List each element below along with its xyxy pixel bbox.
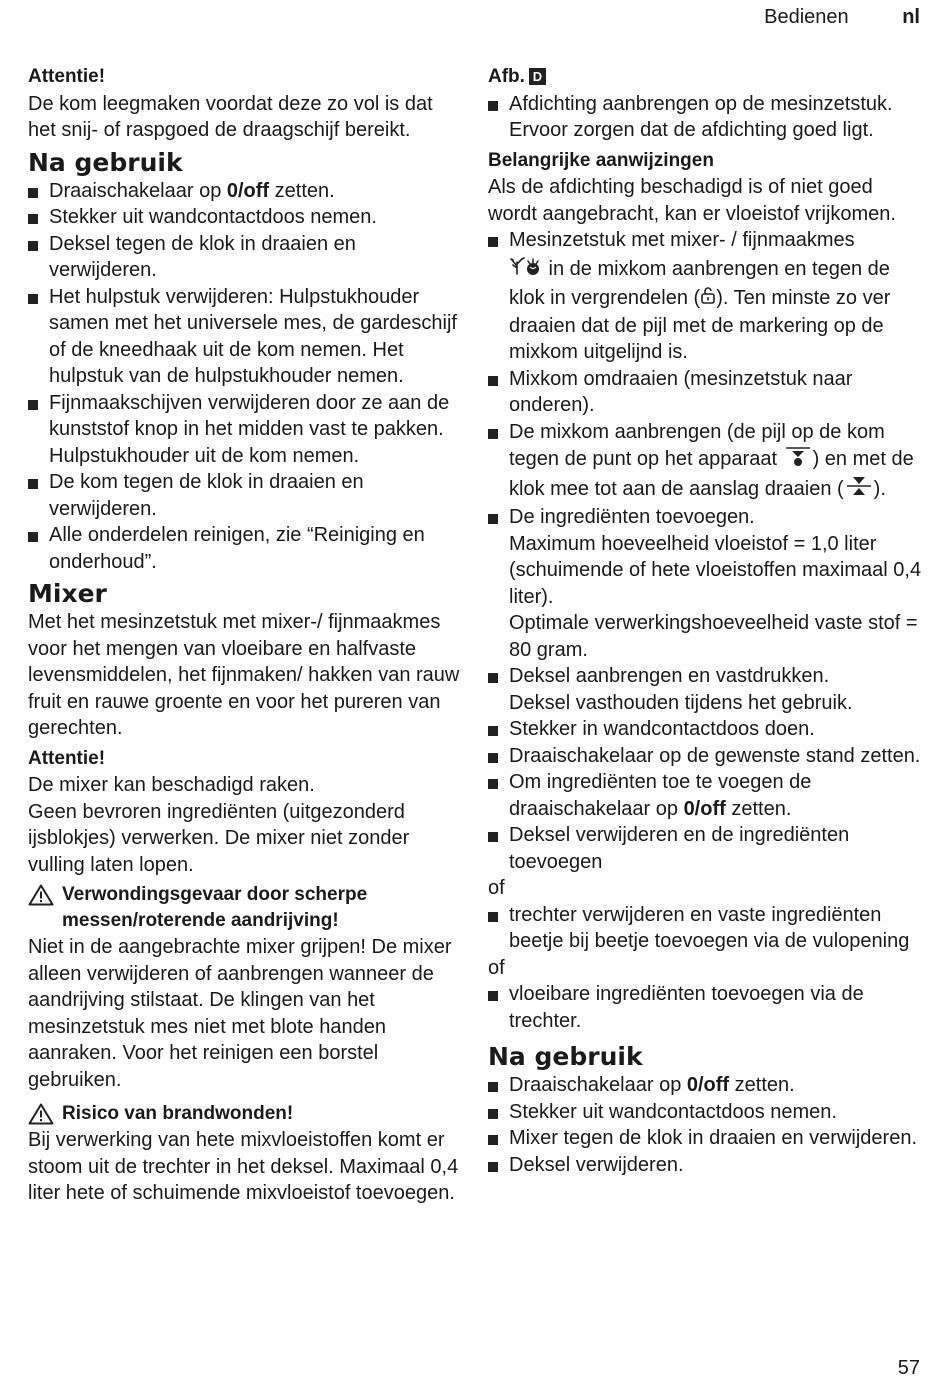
list-item: Om ingrediënten toe te voegen de draaischakelaar op 0/off zetten.	[488, 769, 926, 822]
figure-list	[488, 91, 926, 144]
mixer-intro: Met het mesinzetstuk met mixer-/ fijnmaakmes voor het mengen van vloeibare en halfvaste levensmiddelen, het fijnmaken/ hakken van rauw fruit en rauwe groente en voor het pureren van gerechten.	[28, 611, 460, 739]
attention-text: Geen bevroren ingrediënten (uitgezonderd ijsblokjes) verwerken. De mixer niet zonder vulling laten lopen.	[28, 800, 410, 876]
warning-title: Verwondingsgevaar door scherpe messen/roterende aandrijving!	[62, 884, 368, 931]
list-item: Fijnmaakschijven verwijderen door ze aan de kunststof knop in het midden vast te pakken. Hulpstukhouder uit de kom nemen.	[28, 390, 460, 470]
attention-heading: Attentie!	[28, 66, 106, 87]
list-item: Deksel verwijderen.	[488, 1152, 926, 1179]
mixer-heading: Mixer	[28, 579, 107, 608]
page-number: 57	[897, 1357, 920, 1379]
list-item: Stekker uit wandcontactdoos nemen.	[28, 204, 460, 231]
list-item: Het hulpstuk verwijderen: Hulpstukhouder samen met het universele mes, de gardeschijf of de kneedhaak uit de kom nemen. Het hulpstuk van de hulpstukhouder nemen.	[28, 284, 460, 390]
figure-label: Afb. D	[488, 64, 926, 91]
notes-text: Als de afdichting beschadigd is of niet goed wordt aangebracht, kan er vloeistof vrijkomen.	[488, 176, 896, 225]
warning-triangle-icon	[28, 882, 62, 934]
list-item: Stekker uit wandcontactdoos nemen.	[488, 1099, 926, 1126]
list-item: Mixer tegen de klok in draaien en verwijderen.	[488, 1125, 926, 1152]
warning-triangle-icon	[28, 1101, 62, 1127]
list-item: vloeibare ingrediënten toevoegen via de trechter.	[488, 981, 926, 1034]
after-use-list	[28, 178, 460, 576]
or-text: of	[488, 877, 505, 899]
after-use-heading: Na gebruik	[488, 1042, 643, 1071]
list-item: Stekker in wandcontactdoos doen.	[488, 716, 926, 743]
warning-text: Bij verwerking van hete mixvloeistoffen komt er stoom uit de trechter in het deksel. Maximaal 0,4 liter hete of schuimende mixvloeistof toevoegen.	[28, 1129, 459, 1204]
list-item: Mesinzetstuk met mixer- / fijnmaakmes in de mixkom aanbrengen en tegen de klok in vergrendelen ( ). Ten minste zo ver draaien dat de pijl met de markering op de mixkom uitgelijnd is.	[488, 227, 926, 366]
right-column	[488, 64, 926, 1178]
list-item: De ingrediënten toevoegen. Maximum hoeveelheid vloeistof = 1,0 liter (schuimende of hete vloeistoffen maximaal 0,4 liter). Optimale verwerkingshoeveelheid vaste stof = 80 gram.	[488, 504, 926, 663]
left-column	[28, 64, 460, 1207]
list-item: De kom tegen de klok in draaien en verwijderen.	[28, 469, 460, 522]
after-use-list	[488, 1072, 926, 1178]
language-code: nl	[902, 6, 920, 28]
figure-letter-box: D	[529, 68, 546, 85]
list-item: Deksel aanbrengen en vastdrukken. Deksel vasthouden tijdens het gebruik.	[488, 663, 926, 716]
arrow-dot-icon	[783, 445, 813, 475]
list-item: trechter verwijderen en vaste ingrediënten beetje bij beetje toevoegen via de vulopening	[488, 902, 926, 955]
list-item: Draaischakelaar op de gewenste stand zetten.	[488, 743, 926, 770]
list-item: Alle onderdelen reinigen, zie “Reiniging en onderhoud”.	[28, 522, 460, 575]
list-item: De mixkom aanbrengen (de pijl op de kom tegen de punt op het apparaat ) en met de klok mee tot aan de aanslag draaien ( ).	[488, 419, 926, 505]
mixer-blade-icon	[509, 254, 543, 286]
attention-text: De kom leegmaken voordat deze zo vol is dat het snij- of raspgoed de draagschijf bereikt.	[28, 92, 433, 141]
list-item: Draaischakelaar op 0/off zetten.	[488, 1072, 926, 1099]
after-use-heading: Na gebruik	[28, 147, 183, 177]
mixer-steps-list	[488, 902, 926, 955]
warning-text: Niet in de aangebrachte mixer grijpen! De mixer alleen verwijderen of aanbrengen wanneer de aandrijving stilstaat. De klingen van het mesinzetstuk mes niet met blote handen aanraken. Voor het reinigen een borstel gebruiken.	[28, 936, 452, 1091]
list-item: Mixkom omdraaien (mesinzetstuk naar onderen).	[488, 366, 926, 419]
list-item: Draaischakelaar op 0/off zetten.	[28, 178, 460, 205]
warning-heading	[28, 882, 460, 934]
attention-text: De mixer kan beschadigd raken.	[28, 774, 315, 796]
list-item: Deksel verwijderen en de ingrediënten toevoegen	[488, 822, 926, 875]
attention-heading: Attentie!	[28, 747, 106, 769]
lock-open-icon	[700, 285, 716, 313]
warning-title: Risico van brandwonden!	[62, 1103, 294, 1124]
list-item: Deksel tegen de klok in draaien en verwijderen.	[28, 231, 460, 284]
warning-heading	[28, 1101, 460, 1127]
mixer-steps-list	[488, 227, 926, 875]
page-header	[764, 6, 920, 29]
or-text: of	[488, 956, 505, 979]
notes-heading: Belangrijke aanwijzingen	[488, 149, 714, 171]
arrow-align-icon	[844, 475, 874, 505]
section-title: Bedienen	[764, 6, 849, 28]
list-item: Afdichting aanbrengen op de mesinzetstuk. Ervoor zorgen dat de afdichting goed ligt.	[488, 91, 926, 144]
mixer-steps-list	[488, 981, 926, 1034]
